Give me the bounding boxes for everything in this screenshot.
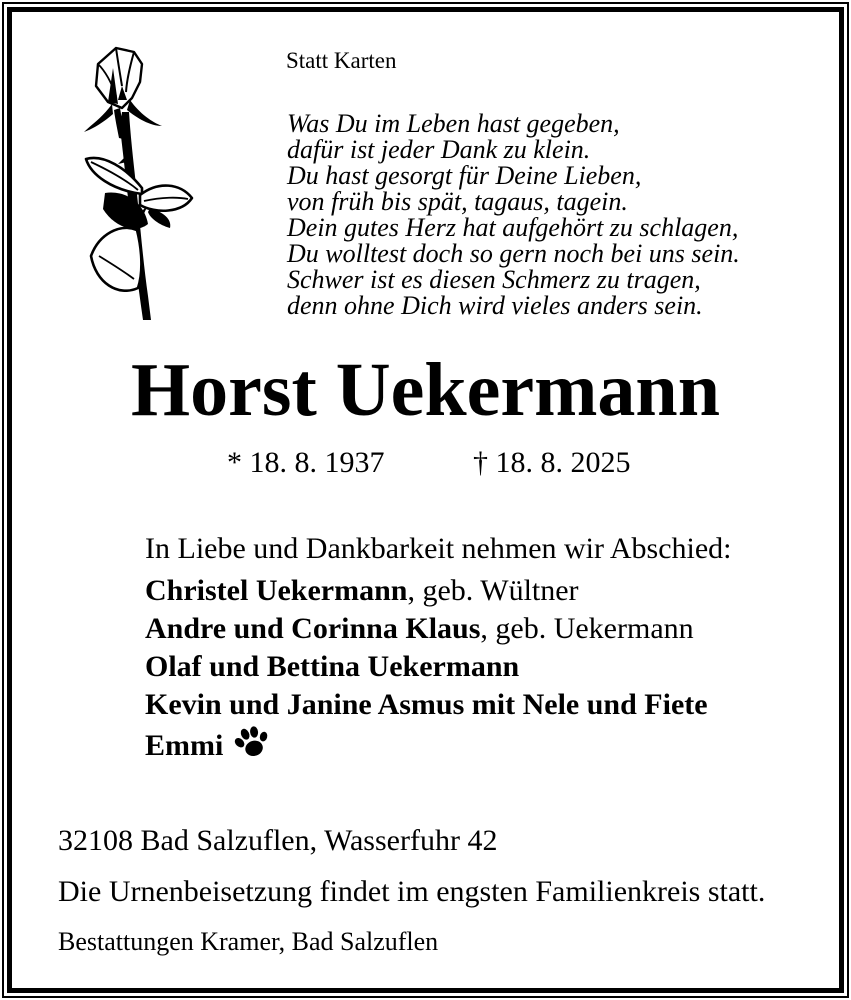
mourners-list (145, 572, 708, 765)
death-date: † 18. 8. 2025 (473, 446, 631, 479)
poem-line: Dein gutes Herz hat aufgehört zu schlagen, (287, 213, 739, 242)
poem-line: Was Du im Leben hast gegeben, (287, 109, 620, 138)
deceased-name: Horst Uekermann (131, 348, 720, 432)
mourner-name: Olaf und Bettina Uekermann (145, 650, 520, 683)
mourner-row (145, 610, 708, 648)
mourner-row (145, 724, 708, 765)
poem-line: Du hast gesorgt für Deine Lieben, (287, 161, 642, 190)
funeral-home-line: Bestattungen Kramer, Bad Salzuflen (58, 927, 439, 956)
address-line: 32108 Bad Salzuflen, Wasserfuhr 42 (58, 824, 498, 857)
rose-illustration-icon (82, 42, 200, 322)
pre-header-statt-karten: Statt Karten (286, 48, 397, 73)
poem-line: dafür ist jeder Dank zu klein. (287, 135, 591, 164)
mourner-name: Emmi (145, 729, 224, 762)
mourner-name: Andre und Corinna Klaus (145, 612, 481, 645)
mourner-name: Christel Uekermann (145, 574, 408, 607)
mourner-row (145, 572, 708, 610)
farewell-line: In Liebe und Dankbarkeit nehmen wir Abschied: (145, 532, 732, 565)
mourner-row (145, 686, 708, 724)
ceremony-note: Die Urnenbeisetzung findet im engsten Familienkreis statt. (58, 875, 766, 908)
poem-line: von früh bis spät, tagaus, tagein. (287, 187, 628, 216)
poem-line: denn ohne Dich wird vieles anders sein. (287, 291, 703, 320)
mourner-name-suffix: , geb. Uekermann (480, 612, 694, 645)
mourner-name-suffix: , geb. Wültner (407, 574, 579, 607)
mourner-name: Kevin und Janine Asmus mit Nele und Fiete (145, 688, 708, 721)
mourner-row (145, 648, 708, 686)
birth-date: * 18. 8. 1937 (227, 446, 385, 479)
poem-line: Schwer ist es diesen Schmerz zu tragen, (287, 265, 701, 294)
paw-print-icon (233, 724, 271, 762)
poem-line: Du wolltest doch so gern noch bei uns sein. (287, 239, 740, 268)
memorial-poem (287, 111, 740, 319)
